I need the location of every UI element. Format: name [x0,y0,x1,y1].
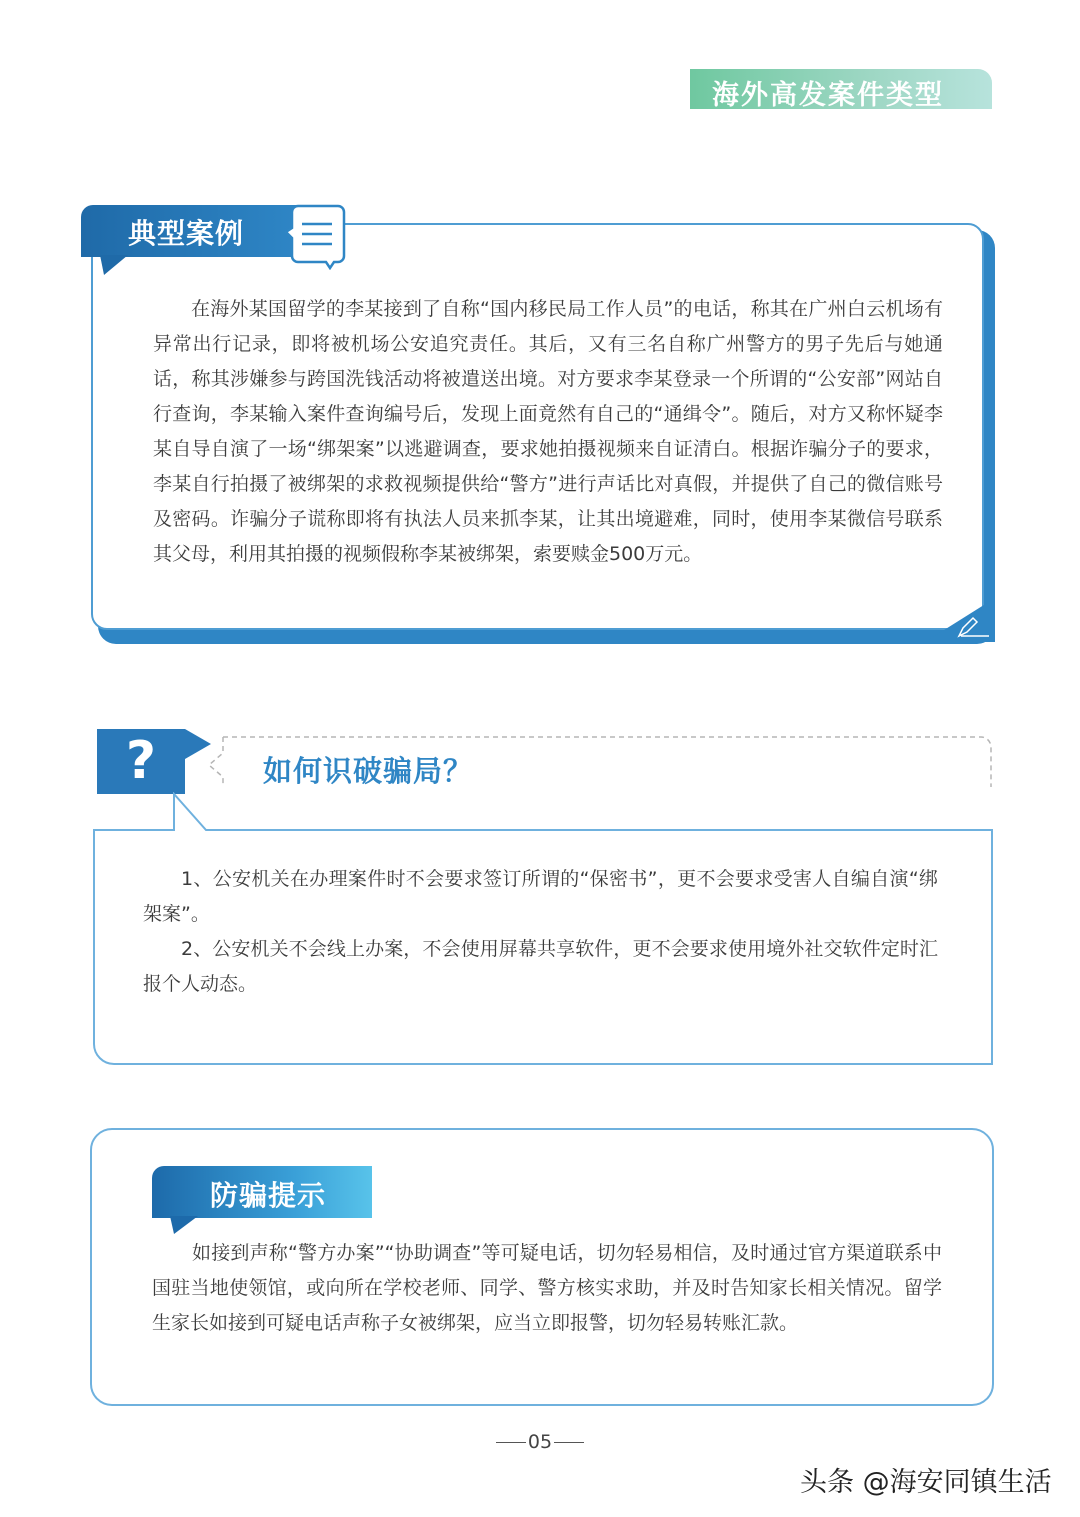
case-label-text: 典型案例 [128,217,245,250]
tip-body-text: 如接到声称“警方办案”“协助调查”等可疑电话，切勿轻易相信，及时通过官方渠道联系中国驻当地使领馆，或向所在学校老师、同学、警方核实求助，并及时告知家长相关情况。留学生家长如接到可疑电话声称子女被绑架，应当立即报警，切勿轻易转账汇款。 [152,1242,942,1334]
case-label-tail [100,255,130,277]
identify-point-1: 1、公安机关在办理案件时不会要求签订所谓的“保密书”，更不会要求受害人自编自演“绑架案”。 [143,868,938,925]
page-number [0,1431,1080,1453]
section-header-title: 海外高发案件类型 [712,80,944,111]
page-number-rule-left [496,1442,526,1443]
tip-label-tail [170,1216,200,1238]
watermark: 头条 @海安同镇生活 [800,1467,1052,1498]
speech-bubble-icon [284,204,346,270]
pen-icon [925,598,995,642]
section-header-tab [690,69,992,109]
tip-label-banner [152,1166,372,1218]
identify-title: 如何识破骗局？ [263,754,474,788]
tip-label-text: 防骗提示 [210,1179,327,1212]
identify-point-2: 2、公安机关不会线上办案，不会使用屏幕共享软件，更不会要求使用境外社交软件定时汇报个人动态。 [143,938,938,995]
identify-body [143,862,938,1002]
case-body-text: 在海外某国留学的李某接到了自称“国内移民局工作人员”的电话，称其在广州白云机场有异常出行记录，即将被机场公安追究责任。其后，又有三名自称广州警方的男子先后与她通话，称其涉嫌参与跨国洗钱活动将被遣送出境。对方要求李某登录一个所谓的“公安部”网站自行查询，李某输入案件查询编号后，发现上面竟然有自己的“通缉令”。随后，对方又称怀疑李某自导自演了一场“绑架案”以逃避调查，要求她拍摄视频来自证清白。根据诈骗分子的要求，李某自行拍摄了被绑架的求救视频提供给“警方”进行声话比对真假，并提供了自己的微信账号及密码。诈骗分子谎称即将有执法人员来抓李某，让其出境避难，同时，使用李某微信号联系其父母，利用其拍摄的视频假称李某被绑架，索要赎金500万元。 [153,298,943,565]
page-number-value: 05 [527,1431,553,1453]
case-label-banner [81,205,309,257]
page-number-rule-right [554,1442,584,1443]
question-mark-icon: ? [125,731,157,791]
question-mark-block [97,729,185,794]
